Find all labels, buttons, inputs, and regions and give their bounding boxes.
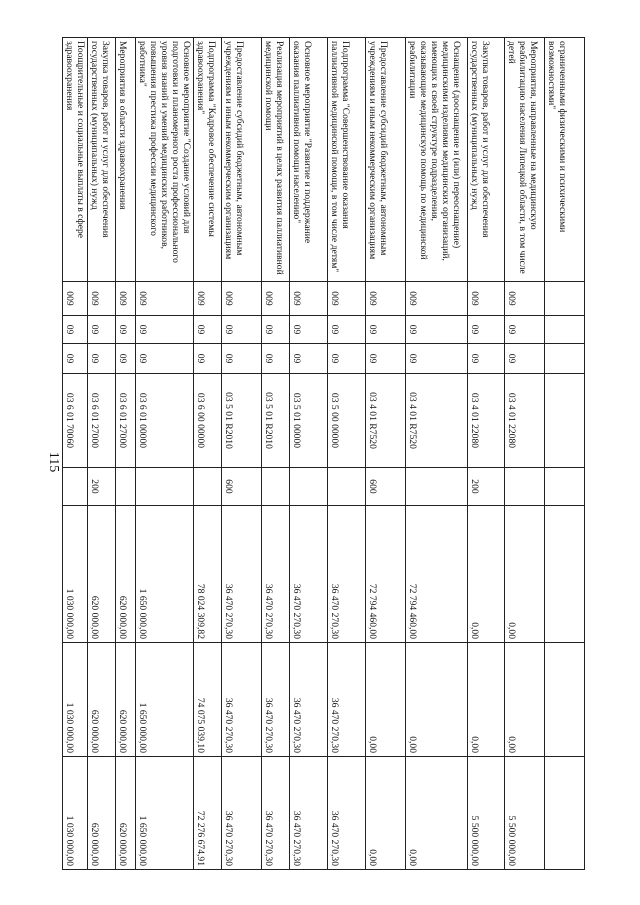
table-row [88, 38, 116, 870]
table-row [366, 38, 406, 870]
table-row [505, 38, 545, 870]
row-amount-year1: 36 470 270,30 [222, 506, 262, 643]
row-amount-year2: 36 470 270,30 [262, 643, 290, 757]
row-code: 009 [328, 282, 366, 316]
row-amount-year3: 36 470 270,30 [328, 757, 366, 870]
row-section: 09 [222, 316, 262, 344]
row-amount-year1: 0,00 [505, 506, 545, 643]
table-row [222, 38, 262, 870]
budget-table-area [64, 37, 585, 869]
row-amount-year1: 620 000,00 [116, 506, 136, 643]
row-amount-year2: 0,00 [406, 643, 468, 757]
row-expense-type [505, 468, 545, 506]
row-section: 09 [406, 316, 468, 344]
row-name: Основное мероприятие "Развитие и поддержание оказания паллиативной помощи населению" [290, 38, 328, 282]
row-subsection [545, 344, 585, 374]
row-name: Поощрительные и социальные выплаты в сфере здравоохранения [63, 38, 88, 282]
table-row [545, 38, 585, 870]
row-code: 009 [63, 282, 88, 316]
row-amount-year1: 0,00 [468, 506, 505, 643]
row-amount-year2: 36 470 270,30 [328, 643, 366, 757]
table-body [63, 38, 585, 870]
row-section: 09 [63, 316, 88, 344]
row-amount-year2: 0,00 [366, 643, 406, 757]
row-subsection: 09 [406, 344, 468, 374]
row-target-article: 03 6 01 27000 [116, 374, 136, 468]
row-name: Предоставление субсидий бюджетным, автономным учреждениям и иным некоммерческим организациям [366, 38, 406, 282]
row-amount-year2: 74 075 039,10 [194, 643, 222, 757]
budget-table [62, 37, 585, 870]
row-section: 09 [290, 316, 328, 344]
row-code: 009 [262, 282, 290, 316]
row-subsection: 09 [290, 344, 328, 374]
row-name: ограниченными физическими и психическими возможностями" [545, 38, 585, 282]
row-section: 09 [116, 316, 136, 344]
row-target-article: 03 6 00 00000 [194, 374, 222, 468]
row-target-article: 03 6 01 70060 [63, 374, 88, 468]
row-code: 009 [468, 282, 505, 316]
row-amount-year2: 1 650 000,00 [136, 643, 194, 757]
row-amount-year3: 1 030 000,00 [63, 757, 88, 870]
row-amount-year2: 1 030 000,00 [63, 643, 88, 757]
row-section: 09 [366, 316, 406, 344]
table-row [290, 38, 328, 870]
row-expense-type: 600 [222, 468, 262, 506]
row-section: 09 [88, 316, 116, 344]
row-target-article: 03 4 01 22080 [468, 374, 505, 468]
row-expense-type [136, 468, 194, 506]
row-name: Мероприятия, направленные на медицинскую реабилитацию населения Липецкой области, в том числе детей [505, 38, 545, 282]
row-amount-year3 [545, 757, 585, 870]
row-code: 009 [116, 282, 136, 316]
row-section: 09 [194, 316, 222, 344]
row-amount-year1 [545, 506, 585, 643]
page-number: 115 [46, 451, 61, 473]
row-amount-year3: 620 000,00 [88, 757, 116, 870]
row-name: Закупка товаров, работ и услуг для обеспечения государственных (муниципальных) нужд [88, 38, 116, 282]
row-code [545, 282, 585, 316]
row-amount-year1: 1 650 000,00 [136, 506, 194, 643]
row-name: Закупка товаров, работ и услуг для обеспечения государственных (муниципальных) нужд [468, 38, 505, 282]
row-target-article: 03 4 01 22080 [505, 374, 545, 468]
row-amount-year3: 36 470 270,30 [290, 757, 328, 870]
row-amount-year2 [545, 643, 585, 757]
row-subsection: 09 [328, 344, 366, 374]
row-name: Подпрограмма "Совершенствование оказания паллиативной медицинской помощи, в том числе детям" [328, 38, 366, 282]
row-amount-year3: 36 470 270,30 [262, 757, 290, 870]
row-amount-year3: 0,00 [366, 757, 406, 870]
row-amount-year3: 0,00 [406, 757, 468, 870]
row-subsection: 09 [116, 344, 136, 374]
table-row [468, 38, 505, 870]
row-code: 009 [290, 282, 328, 316]
row-subsection: 09 [222, 344, 262, 374]
row-amount-year1: 36 470 270,30 [290, 506, 328, 643]
row-name: Реализация мероприятий в целях развития паллиативной медицинской помощи [262, 38, 290, 282]
row-subsection: 09 [88, 344, 116, 374]
row-code: 009 [88, 282, 116, 316]
row-section: 09 [262, 316, 290, 344]
row-amount-year1: 36 470 270,30 [262, 506, 290, 643]
row-subsection: 09 [366, 344, 406, 374]
row-name: Основное мероприятие "Создание условий для подготовки и планомерного роста профессионального уровня знаний и умений медицинских работников, повышения престижа профессии медицинского работника" [136, 38, 194, 282]
row-amount-year1: 1 030 000,00 [63, 506, 88, 643]
row-amount-year2: 620 000,00 [88, 643, 116, 757]
row-target-article: 03 5 01 00000 [290, 374, 328, 468]
table-row [136, 38, 194, 870]
row-amount-year2: 0,00 [505, 643, 545, 757]
row-name: Подпрограмма "Кадровое обеспечение системы здравоохранения" [194, 38, 222, 282]
row-amount-year3: 1 650 000,00 [136, 757, 194, 870]
row-amount-year1: 36 470 270,30 [328, 506, 366, 643]
row-expense-type [328, 468, 366, 506]
table-row [406, 38, 468, 870]
row-target-article: 03 5 01 R2010 [262, 374, 290, 468]
row-amount-year1: 78 024 309,82 [194, 506, 222, 643]
row-expense-type [194, 468, 222, 506]
row-name: Оснащение (дооснащение и (или) переоснащение) медицинскими изделиями медицинских организаций, имеющих в своей структуре подразделения, оказывающие медицинскую помощь по медицинской реабилитации [406, 38, 468, 282]
row-target-article: 03 4 01 R7520 [406, 374, 468, 468]
row-name: Предоставление субсидий бюджетным, автономным учреждениям и иным некоммерческим организациям [222, 38, 262, 282]
row-target-article: 03 6 01 27000 [88, 374, 116, 468]
row-code: 009 [366, 282, 406, 316]
row-amount-year3: 620 000,00 [116, 757, 136, 870]
row-expense-type: 200 [88, 468, 116, 506]
row-section: 09 [136, 316, 194, 344]
row-name: Мероприятия в области здравоохранения [116, 38, 136, 282]
row-subsection: 09 [468, 344, 505, 374]
row-section: 09 [505, 316, 545, 344]
row-expense-type [545, 468, 585, 506]
row-expense-type [290, 468, 328, 506]
table-row [328, 38, 366, 870]
row-code: 009 [194, 282, 222, 316]
row-amount-year3: 36 470 270,30 [222, 757, 262, 870]
row-amount-year3: 72 276 674,91 [194, 757, 222, 870]
row-expense-type: 200 [468, 468, 505, 506]
row-subsection: 09 [505, 344, 545, 374]
row-section: 09 [328, 316, 366, 344]
row-subsection: 09 [136, 344, 194, 374]
table-row [116, 38, 136, 870]
row-amount-year3: 5 500 000,00 [468, 757, 505, 870]
row-subsection: 09 [63, 344, 88, 374]
row-amount-year2: 0,00 [468, 643, 505, 757]
row-target-article: 03 4 01 R7520 [366, 374, 406, 468]
row-expense-type [63, 468, 88, 506]
row-amount-year1: 620 000,00 [88, 506, 116, 643]
row-amount-year2: 36 470 270,30 [222, 643, 262, 757]
row-amount-year2: 36 470 270,30 [290, 643, 328, 757]
table-row [194, 38, 222, 870]
row-amount-year1: 72 794 460,00 [366, 506, 406, 643]
row-expense-type: 600 [366, 468, 406, 506]
row-target-article: 03 6 01 00000 [136, 374, 194, 468]
row-code: 009 [406, 282, 468, 316]
row-amount-year3: 5 500 000,00 [505, 757, 545, 870]
row-subsection: 09 [262, 344, 290, 374]
table-row [262, 38, 290, 870]
row-subsection: 09 [194, 344, 222, 374]
row-code: 009 [505, 282, 545, 316]
row-amount-year2: 620 000,00 [116, 643, 136, 757]
row-expense-type [116, 468, 136, 506]
row-section [545, 316, 585, 344]
row-target-article: 03 5 00 00000 [328, 374, 366, 468]
row-expense-type [262, 468, 290, 506]
table-row [63, 38, 88, 870]
row-code: 009 [136, 282, 194, 316]
row-section: 09 [468, 316, 505, 344]
row-target-article [545, 374, 585, 468]
row-target-article: 03 5 01 R2010 [222, 374, 262, 468]
rotated-table-container [64, 37, 585, 869]
row-code: 009 [222, 282, 262, 316]
row-expense-type [406, 468, 468, 506]
row-amount-year1: 72 794 460,00 [406, 506, 468, 643]
